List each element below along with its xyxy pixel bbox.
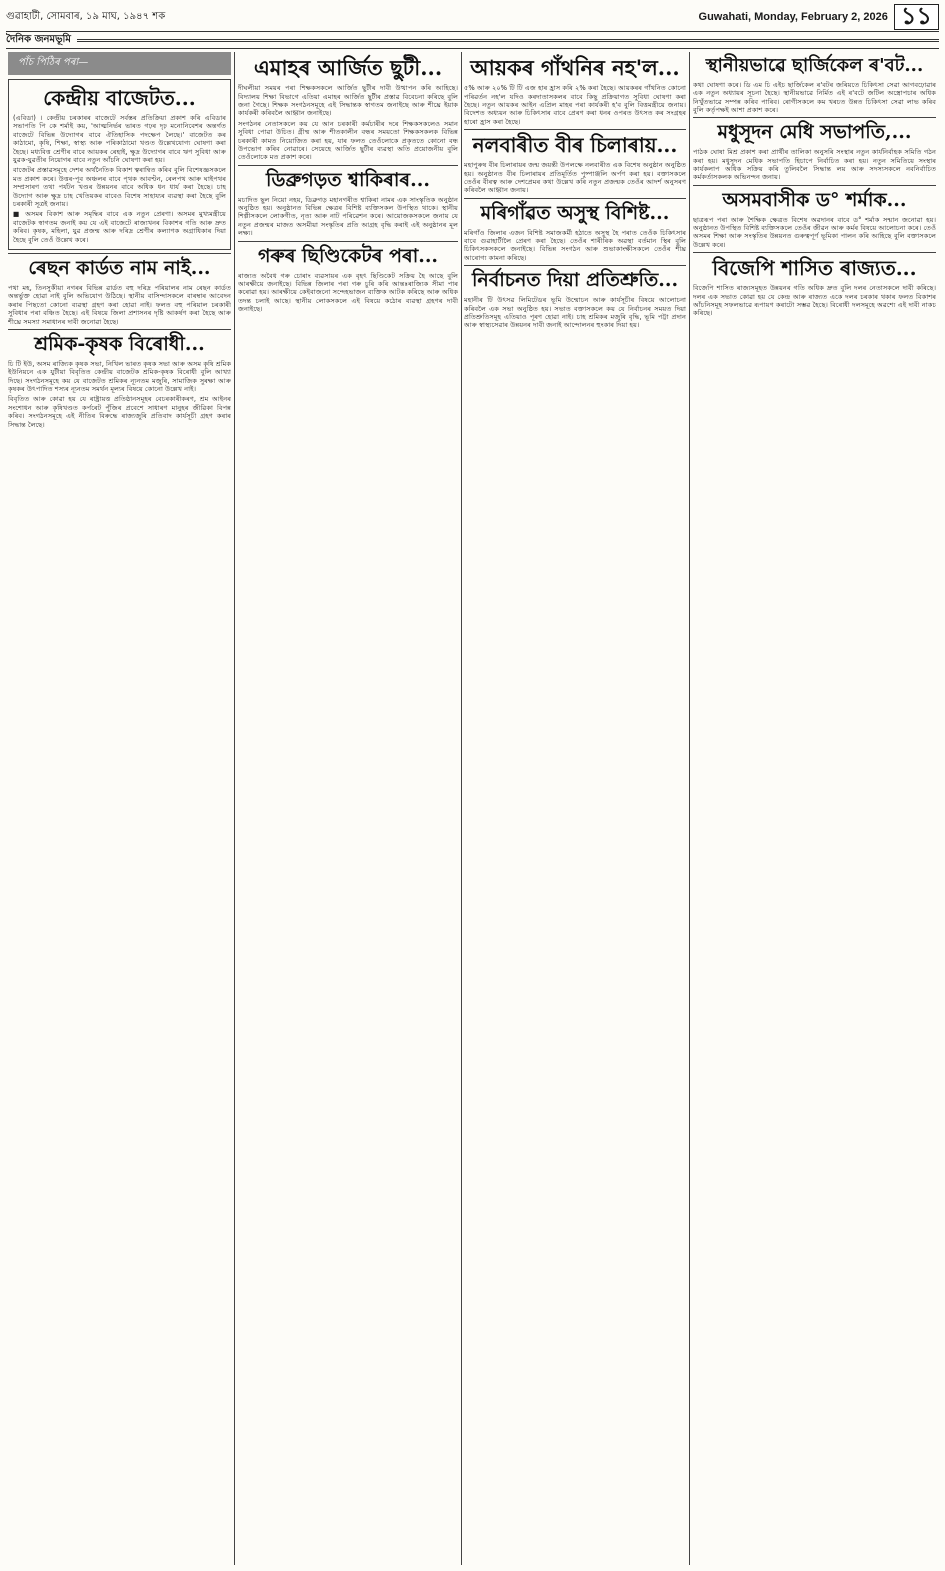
brand-divider — [77, 39, 939, 42]
nalbari-headline: নলবাৰীত বীৰ চিলাৰায়... — [472, 133, 678, 158]
budget-article — [8, 79, 231, 250]
leave-para-1: দীঘলীয়া সময়ৰ পৰা শিক্ষকসকলে আৰ্জিত ছুটীৰ দাবী উত্থাপন কৰি আহিছে। বিদ্যালয় শিক্ষা বিভাগে এতিয়া এমাহৰ আৰ্জিত ছুটীৰ প্ৰস্তাৱ বিবেচনা কৰিছে বুলি জনা গৈছে। শিক্ষক সংগঠনসমূহে এই সিদ্ধান্তক স্বাগতম জনাইছে আৰু শীঘ্ৰে ইয়াক কাৰ্যকৰী কৰিবলৈ আহ্বান জনাইছে। — [238, 84, 458, 118]
divider — [693, 117, 936, 118]
election-para: মহানীৰ টি উৎসৱ লিমিটেডৰ ভূমি উন্মোচন আৰু কাৰ্যসূচীৰ বিষয়ে আলোচনা কৰিবলৈ এক সভা অনুষ্ঠিত হয়। সভাত বক্তাসকলে কয় যে নিৰ্বাচনৰ সময়ত দিয়া প্ৰতিশ্ৰুতিসমূহ এতিয়াও পূৰণ হোৱা নাই। চাহ শ্ৰমিকৰ মজুৰি বৃদ্ধি, ভূমি পট্টা প্ৰদান আৰু স্বাস্থ্যসেৱাৰ উন্নয়নৰ দাবী জনাই আন্দোলনৰ হুংকাৰ দিয়া হয়। — [464, 296, 686, 330]
divider — [238, 165, 458, 166]
continued-banner: পাঁচ পিঠিৰ পৰা— — [8, 52, 231, 75]
sharma-para: ছাত্ৰৰূপ পৰা আৰু শৈক্ষিক ক্ষেত্ৰত বিশেষ অৱদানৰ বাবে ড° শৰ্মাক সন্মান জনোৱা হয়। অনুষ্ঠানত উপস্থিত বিশিষ্ট ব্যক্তিসকলে তেওঁৰ জীৱন আৰু কৰ্মৰ বিষয়ে আলোচনা কৰে। তেওঁ অসমৰ শিক্ষা আৰু সংস্কৃতিৰ উন্নয়নত গুৰুত্বপূৰ্ণ ভূমিকা পালন কৰি আহিছে বুলি বক্তাসকলে উল্লেখ কৰে। — [693, 215, 936, 249]
tax-para: ৫% আৰু ২০% টি টি এজ হাৰ হ্ৰাস কৰি ২% কৰা হৈছে। আয়কৰৰ গাঁথনিত কোনো পৰিৱৰ্তন নহ'ল যদিও কৰদাতাসকলৰ বাবে কিছু প্ৰক্ৰিয়াগত সুবিধা ঘোষণা কৰা হৈছে। নতুন আয়কৰ আইন এপ্ৰিল মাহৰ পৰা কাৰ্যকৰী হ'ব বুলি বিত্তমন্ত্ৰীয়ে জনায়। বিদেশত অধ্যয়ন আৰু চিকিৎসাৰ বাবে প্ৰেৰণ কৰা ধনৰ ওপৰত উৎসত কৰ সংগ্ৰহৰ হাৰো হ্ৰাস কৰা হৈছে। — [464, 84, 686, 126]
budget-para-1: (এবিডা) । কেন্দ্ৰীয় চৰকাৰৰ বাজেটে সৰ্বস্তৰ প্ৰতিক্ৰিয়া প্ৰকাশ কৰি এবিডাৰ সভাপতি পি কে শৰ্মাই কয়, 'আত্মনিৰ্ভৰ ভাৰত গঢ়ৰ দৃঢ় মনোনিবেশৰ অন্তৰ্গত বাজেটে বিভিন্ন উদ্যোগৰ বাবে ঐতিহাসিক পদক্ষেপ লৈছে।' বাজেটত কৰ কাঠামো, কৃষি, শিক্ষা, স্বাস্থ্য আৰু পৰিকাঠামো খণ্ডত উল্লেখযোগ্য ঘোষণা কৰা হৈছে। মধ্যবিত্ত শ্ৰেণীৰ বাবে আয়কৰ ৰেহাই, ক্ষুদ্ৰ উদ্যোগৰ বাবে ঋণ সুবিধা আৰু যুৱক-যুৱতীৰ নিয়োগৰ বাবে নতুন আঁচনি ঘোষণা কৰা হয়। — [13, 114, 226, 165]
column-rule — [689, 52, 690, 1565]
brand-row — [6, 33, 939, 47]
sharma-headline: অসমবাসীক ড° শৰ্মাক... — [722, 188, 907, 211]
worker-para-2: বিবৃতিত আৰু কোৱা হয় যে ৰাষ্ট্ৰায়ত্ত প্ৰতিষ্ঠানসমূহৰ বেচৰকাৰীকৰণ, শ্ৰম আইনৰ সংশোধন আৰু কৃষিখণ্ডত কৰ্পৰেট পুঁজিৰ প্ৰবেশে সাধাৰণ মানুহৰ জীৱিকা বিপন্ন কৰিব। সংগঠনসমূহে এই নীতিৰ বিৰুদ্ধে ৰাজ্যজুৰি প্ৰতিবাদ কাৰ্যসূচী গ্ৰহণ কৰাৰ সিদ্ধান্ত লৈছে। — [8, 395, 231, 429]
leave-headline: এমাহৰ আৰ্জিত ছুটী... — [253, 55, 443, 80]
budget-headline: কেন্দ্ৰীয় বাজেটত... — [43, 86, 196, 110]
column-3 — [464, 52, 686, 1565]
divider — [464, 129, 686, 130]
ration-headline: ৰেছন কাৰ্ডত নাম নাই... — [28, 257, 211, 280]
nalbari-para: মহাপুৰুষ বীৰ চিলাৰায়ৰ জন্ম জয়ন্তী উপলক্ষে নলবাৰীত এক বিশেষ অনুষ্ঠান অনুষ্ঠিত হয়। অনুষ্ঠানত বীৰ চিলাৰায়ৰ প্ৰতিমূৰ্তিত পুষ্পাঞ্জলি অৰ্পণ কৰা হয়। বক্তাসকলে তেওঁৰ বীৰত্ব আৰু দেশপ্ৰেমৰ কথা উল্লেখ কৰি নতুন প্ৰজন্মক তেওঁৰ আদৰ্শ অনুসৰণ কৰিবলৈ আহ্বান জনায়। — [464, 161, 686, 195]
medhi-para: পাঠক ঘোষা মিশ্ৰ প্ৰকাশ কৰা প্ৰাৰ্থীৰ তালিকা অনুসৰি সংস্থাৰ নতুন কাৰ্যনিৰ্বাহক সমিতি গঠন কৰা হয়। মধুসূদন মেধিক সভাপতি হিচাপে নিৰ্বাচিত কৰা হয়। নতুন সমিতিয়ে সংস্থাৰ কাৰ্যকলাপ অধিক সক্ৰিয় কৰি তুলিবলৈ সিদ্ধান্ত লয় আৰু সদস্যসকলে নবনিৰ্বাচিত কৰ্মকৰ্তাসকলক অভিনন্দন জনায়। — [693, 148, 936, 182]
page-number: ১১ — [894, 4, 939, 30]
budget-para-3: ■ অসমৰ বিকাশ আৰু সমৃদ্ধিৰ বাবে এক নতুন প্ৰেৰণা। অসমৰ মুখ্যমন্ত্ৰীয়ে বাজেটক স্বাগতম জনাই কয় যে এই বাজেটে ৰাজ্যখনৰ বিকাশৰ গতি আৰু দ্ৰুত কৰিব। কৃষক, মহিলা, যুৱ প্ৰজন্ম আৰু দৰিদ্ৰ শ্ৰেণীৰ কল্যাণক অগ্ৰাধিকাৰ দিয়া হৈছে বুলি তেওঁ উল্লেখ কৰে। — [13, 210, 226, 244]
column-rule — [461, 52, 462, 1565]
election-headline: নিৰ্বাচনত দিয়া প্ৰতিশ্ৰুতি... — [471, 269, 679, 292]
newspaper-brand: দৈনিক জনমভূমি — [6, 33, 71, 45]
medhi-headline: মধুসূদন মেধি সভাপতি,... — [717, 121, 912, 144]
header-rule-bottom — [6, 48, 939, 49]
leave-para-2: সংগঠনৰ নেতাসকলে কয় যে আন চৰকাৰী কৰ্মচাৰীৰ দৰে শিক্ষকসকলেও সমান সুবিধা পোৱা উচিত। গ্ৰীষ্ম আৰু শীতকালীন বন্ধৰ সময়তো শিক্ষকসকলক বিভিন্ন চৰকাৰী কামত নিয়োজিত কৰা হয়, যাৰ ফলত তেওঁলোকে প্ৰকৃততে কোনো বন্ধ উপভোগ কৰিব নোৱাৰে। সেয়েহে আৰ্জিত ছুটীৰ ব্যৱস্থা অতি প্ৰয়োজনীয় বুলি তেওঁলোকে মত প্ৰকাশ কৰে। — [238, 119, 458, 162]
dibrugarh-headline: ডিব্ৰুগড়ত শ্বাকিৰাৰ... — [266, 168, 430, 191]
robot-para: কথা ঘোষণা কৰে। ডি এম চি এইচ ছাৰ্জিকেল ৰ'বটৰ জৰিয়তে চিকিৎসা সেৱা আগবঢ়োৱাৰ এক নতুন অধ্যায়ৰ সূচনা হৈছে। স্থানীয়ভাৱে নিৰ্মিত এই ৰ'বটে জটিল অস্ত্ৰোপচাৰ অধিক নিখুঁতভাৱে সম্পন্ন কৰিব পাৰিব। ৰোগীসকলে কম খৰচত উন্নত চিকিৎসা সেৱা লাভ কৰিব বুলি কৰ্তৃপক্ষই আশা প্ৰকাশ কৰে। — [693, 80, 936, 114]
morigaon-headline: মৰিগাঁৱত অসুস্থ বিশিষ্ট... — [480, 201, 670, 224]
divider — [238, 241, 458, 242]
tax-headline: আয়কৰ গাঁথনিৰ নহ'ল... — [470, 55, 680, 80]
divider — [693, 185, 936, 186]
dibrugarh-para: মচাদিত ছুল নিয়ো নহয়, ডিব্ৰুগড় মহানগৰীত শ্বাকিৰা নামৰ এক সাংস্কৃতিক অনুষ্ঠান অনুষ্ঠিত হয়। অনুষ্ঠানত বিভিন্ন ক্ষেত্ৰৰ বিশিষ্ট ব্যক্তিসকল উপস্থিত থাকে। স্থানীয় শিল্পীসকলে লোকগীত, নৃত্য আৰু নাট পৰিৱেশন কৰে। আয়োজকসকলে জনায় যে নতুন প্ৰজন্মৰ মাজত অসমীয়া সংস্কৃতিৰ প্ৰতি আগ্ৰহ বৃদ্ধি কৰাই এই অনুষ্ঠানৰ মূল লক্ষ্য। — [238, 195, 458, 238]
header-rule — [6, 31, 939, 32]
ration-para: পথা মহ, তিনসুকীয়া নগৰৰ বিভিন্ন ৱাৰ্ডত বহু দৰিদ্ৰ পৰিয়ালৰ নাম ৰেছন কাৰ্ডত অন্তৰ্ভুক্ত হোৱা নাই বুলি অভিযোগ উঠিছে। স্থানীয় বাসিন্দাসকলে বাৰম্বাৰ আবেদন কৰাৰ পিছতো কোনো ব্যৱস্থা গ্ৰহণ কৰা হোৱা নাই। ফলত বহু পৰিয়াল চৰকাৰী সুবিধাৰ পৰা বঞ্চিত হৈছে। এই বিষয়ে জিলা প্ৰশাসনৰ দৃষ্টি আকৰ্ষণ কৰা হৈছে আৰু শীঘ্ৰে সমস্যা সমাধানৰ দাবী জনোৱা হৈছে। — [8, 283, 231, 326]
column-rule — [234, 52, 235, 1565]
column-2 — [238, 52, 458, 1565]
bjp-para: বিজেপি শাসিত ৰাজ্যসমূহত উন্নয়নৰ গতি অধিক দ্ৰুত বুলি দলৰ নেতাসকলে দাবী কৰিছে। দলৰ এক সভাত কোৱা হয় যে কেন্দ্ৰ আৰু ৰাজ্যত একে দলৰ চৰকাৰ থকাৰ ফলত বিকাশৰ আঁচনিসমূহ সফলভাৱে ৰূপায়ণ কৰাটো সম্ভৱ হৈছে। বিৰোধী দলসমূহে অৱশ্যে এই দাবী নাকচ কৰিছে। — [693, 284, 936, 318]
cattle-para: ৰাজ্যত অবৈধ গৰু চোৰাং ব্যৱসায়ৰ এক বৃহৎ ছিণ্ডিকেট সক্ৰিয় হৈ আছে বুলি আৰক্ষীয়ে জনাইছে। বিভিন্ন জিলাৰ পৰা গৰু চুৰি কৰি আন্তঃৰাজ্যিক সীমা পাৰ কৰোৱা হয়। আৰক্ষীয়ে কেইবাজনো সন্দেহভাজন ব্যক্তিক আটক কৰিছে আৰু অধিক তদন্ত চলাই আছে। স্থানীয় লোকসকলে এই বিষয়ে কঠোৰ ব্যৱস্থা গ্ৰহণৰ দাবী জনাইছে। — [238, 271, 458, 314]
worker-headline: শ্ৰমিক-কৃষক বিৰোধী... — [34, 332, 205, 355]
worker-para-1: চি টি ইউ, অসম ৰাজ্যিক কৃষক সভা, নিখিল ভাৰত কৃষক সভা আৰু অসম কৃষি শ্ৰমিক ইউনিয়নে এক যুটীয়া বিবৃতিত কেন্দ্ৰীয় বাজেটক শ্ৰমিক-কৃষক বিৰোধী বুলি আখ্যা দিছে। সংগঠনসমূহে কয় যে বাজেটত শ্ৰমিকৰ ন্যূনতম মজুৰি, সামাজিক সুৰক্ষা আৰু কৃষকৰ উৎপাদিত শস্যৰ ন্যূনতম সমৰ্থন মূল্যৰ বিষয়ে কোনো উল্লেখ নাই। — [8, 359, 231, 394]
cattle-headline: গৰুৰ ছিণ্ডিকেটৰ পৰা... — [257, 244, 439, 267]
divider — [8, 253, 231, 254]
top-bar — [6, 4, 939, 30]
robot-headline: স্থানীয়ভাৱে ছাৰ্জিকেল ৰ'বট... — [705, 55, 924, 76]
divider — [464, 265, 686, 266]
divider — [693, 252, 936, 253]
morigaon-para: মৰিগাঁও জিলাৰ এজন বিশিষ্ট সমাজকৰ্মী হঠাতে অসুস্থ হৈ পৰাত তেওঁক চিকিৎসাৰ বাবে গুৱাহাটীলৈ প্ৰেৰণ কৰা হৈছে। তেওঁৰ শাৰীৰিক অৱস্থা বৰ্তমান স্থিৰ বুলি চিকিৎসকসকলে জনাইছে। বিভিন্ন সংগঠন আৰু শুভাকাংক্ষীসকলে তেওঁৰ শীঘ্ৰ আৰোগ্য কামনা কৰিছে। — [464, 228, 686, 262]
bjp-headline: বিজেপি শাসিত ৰাজ্যত... — [712, 256, 917, 281]
divider — [8, 329, 231, 330]
column-4 — [693, 52, 936, 1565]
header-date-english: Guwahati, Monday, February 2, 2026 — [698, 11, 888, 23]
header-date-assamese: গুৱাহাটী, সোমবাৰ, ১৯ মাঘ, ১৯৪৭ শক — [6, 10, 166, 22]
divider — [464, 198, 686, 199]
column-1 — [8, 52, 231, 1565]
budget-para-2: বাজেটৰ প্ৰস্তাৱসমূহে দেশৰ অৰ্থনৈতিক বিকাশ ত্বৰান্বিত কৰিব বুলি বিশেষজ্ঞসকলে মত প্ৰকাশ কৰে। উত্তৰ-পূব অঞ্চলৰ বাবে পৃথক আবণ্টন, ৰেলপথ আৰু ঘাইপথৰ সম্প্ৰসাৰণ তথা পৰ্যটন খণ্ডৰ উন্নয়নৰ বাবে অধিক ধন ধাৰ্য কৰা হৈছে। চাহ উদ্যোগ আৰু ক্ষুদ্ৰ চাহ খেতিয়কৰ বাবেও বিশেষ সাহায্যৰ ব্যৱস্থা কৰা হৈছে বুলি চৰকাৰী সূত্ৰই জনায়। — [13, 166, 226, 209]
